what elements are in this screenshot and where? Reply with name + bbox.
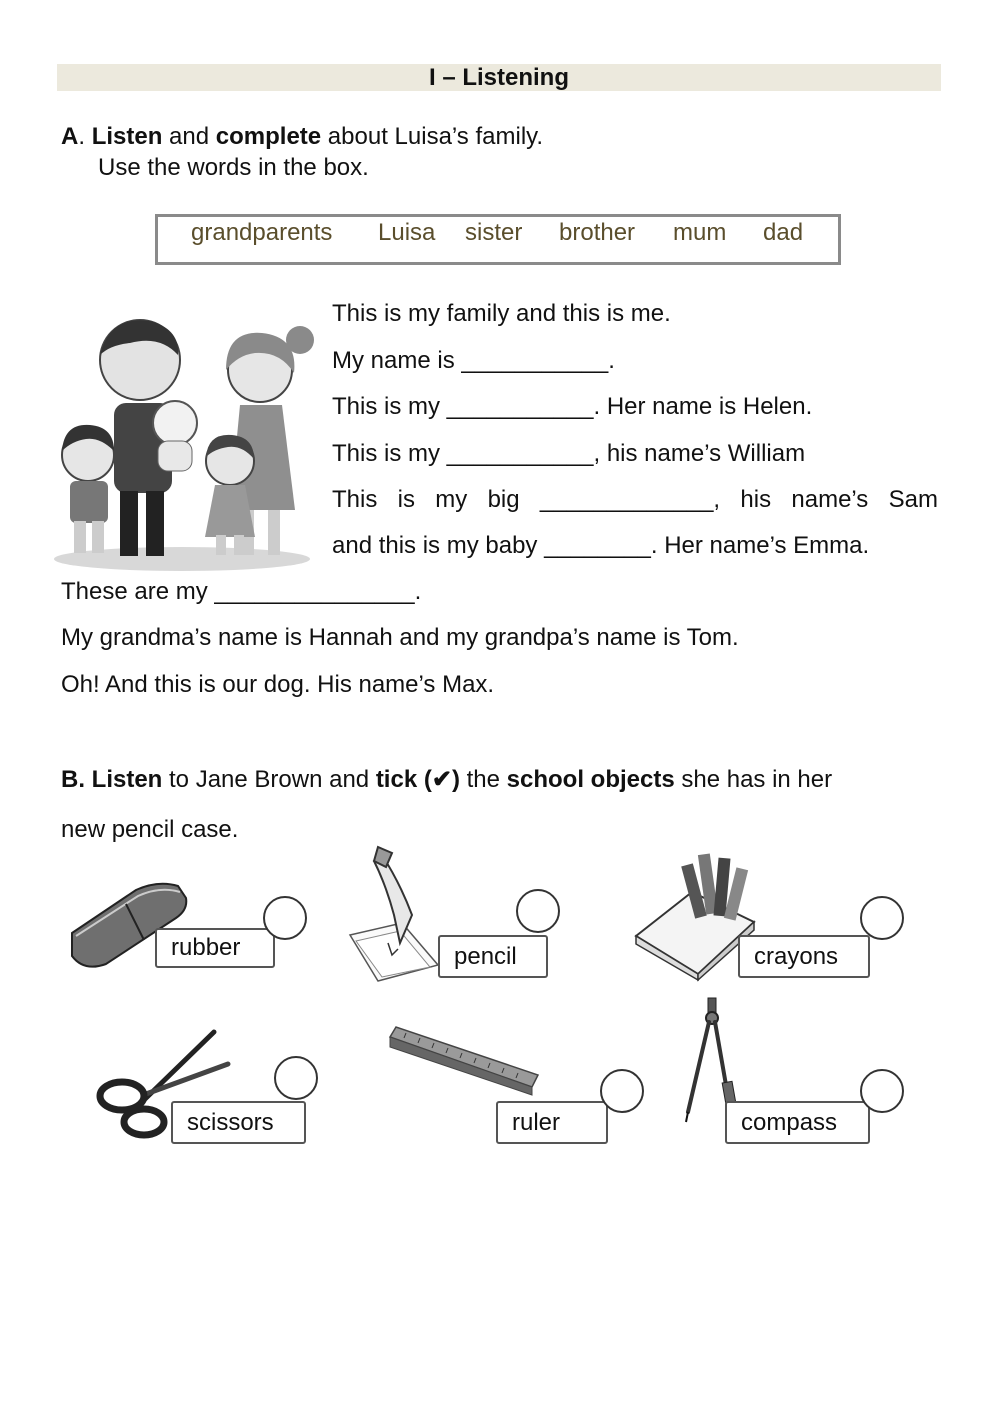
word-brother: brother <box>559 219 636 246</box>
ruler-tick-circle[interactable] <box>600 1069 644 1113</box>
listen-word: Listen <box>91 123 163 150</box>
line-5-word: is <box>397 486 415 513</box>
line-5-word: his <box>740 486 772 513</box>
word-grandparents: grandparents <box>191 219 333 246</box>
word-sister: sister <box>465 219 523 246</box>
line-5-word: big <box>487 486 520 513</box>
text-line-9: Oh! And this is our dog. His name’s Max. <box>61 671 495 698</box>
pencil-tick-circle[interactable] <box>516 889 560 933</box>
text-line-5 <box>332 486 938 514</box>
text-line-8: My grandma’s name is Hannah and my grandpa’s name is Tom. <box>61 624 739 651</box>
line-5-blank: _____________, <box>539 486 721 513</box>
crayons-tick-circle[interactable] <box>860 896 904 940</box>
instruction-text: to Jane Brown and <box>162 766 376 793</box>
compass-label: compass <box>725 1101 870 1144</box>
part-a-letter: A <box>61 123 79 150</box>
complete-word: complete <box>215 123 322 150</box>
text-line-7: These are my _______________. <box>61 578 422 605</box>
listen-word: Listen <box>85 766 163 793</box>
section-title: I – Listening <box>57 64 941 91</box>
pencil-icon <box>348 843 448 988</box>
part-a-instruction-line2: Use the words in the box. <box>98 154 369 181</box>
school-objects-word: school objects <box>506 766 675 793</box>
family-illustration <box>50 315 315 575</box>
and-word: and <box>162 123 216 150</box>
part-a-instruction <box>61 123 543 151</box>
instruction-rest: about Luisa’s family. <box>321 123 544 150</box>
part-a-dot: . <box>78 123 92 150</box>
line-5-word: Sam <box>888 486 938 513</box>
instruction-text: she has in her <box>674 766 833 793</box>
rubber-label: rubber <box>155 928 275 968</box>
word-mum: mum <box>673 219 727 246</box>
text-line-3: This is my ___________. Her name is Helen. <box>332 393 813 420</box>
scissors-tick-circle[interactable] <box>274 1056 318 1100</box>
tick-word: tick (✔) <box>375 766 460 793</box>
line-5-word: name’s <box>791 486 869 513</box>
pencil-label: pencil <box>438 935 548 978</box>
text-line-4: This is my ___________, his name’s William <box>332 440 806 467</box>
compass-tick-circle[interactable] <box>860 1069 904 1113</box>
line-5-word: This <box>332 486 378 513</box>
text-line-2: My name is ___________. <box>332 347 615 374</box>
line-5-word: my <box>435 486 468 513</box>
ruler-label: ruler <box>496 1101 608 1144</box>
part-b-instruction <box>61 766 832 794</box>
rubber-tick-circle[interactable] <box>263 896 307 940</box>
crayons-label: crayons <box>738 935 870 978</box>
scissors-label: scissors <box>171 1101 306 1144</box>
instruction-text: the <box>459 766 507 793</box>
part-b-letter: B. <box>61 766 85 793</box>
ruler-icon <box>386 1025 541 1105</box>
text-line-1: This is my family and this is me. <box>332 300 671 327</box>
word-dad: dad <box>763 219 804 246</box>
text-line-6: and this is my baby ________. Her name’s Emma. <box>332 532 870 559</box>
word-luisa: Luisa <box>378 219 436 246</box>
part-b-instruction-line2: new pencil case. <box>61 816 239 843</box>
